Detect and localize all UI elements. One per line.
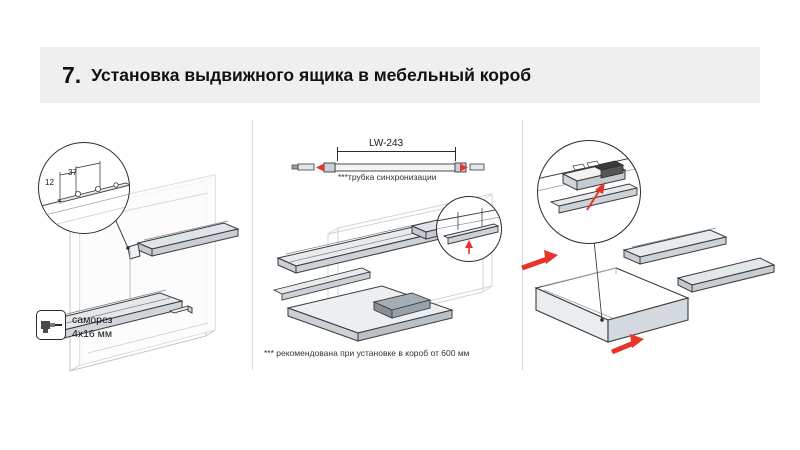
left-dimension-12: 12	[45, 178, 54, 187]
sync-dimension-label: LW-243	[369, 138, 404, 149]
page-title: Установка выдвижного ящика в мебельный короб	[91, 64, 532, 85]
panel-divider-right	[522, 120, 523, 370]
step-number: 7.	[62, 61, 82, 88]
screw-label-line1: саморез	[72, 314, 113, 326]
red-arrow-left	[522, 250, 558, 268]
sync-tube-note: ***трубка синхронизации	[338, 172, 437, 182]
left-dimension-37: 37	[68, 168, 77, 177]
header	[62, 47, 531, 103]
right-callout-content	[537, 140, 641, 244]
screw-label-line2: 4х16 мм	[72, 328, 113, 340]
screwdriver-icon	[36, 310, 66, 340]
center-callout-content	[436, 196, 502, 262]
center-footnote: *** рекомендована при установке в короб от 600 мм	[264, 348, 470, 358]
left-callout-content	[38, 142, 130, 234]
screw-label	[72, 313, 112, 341]
